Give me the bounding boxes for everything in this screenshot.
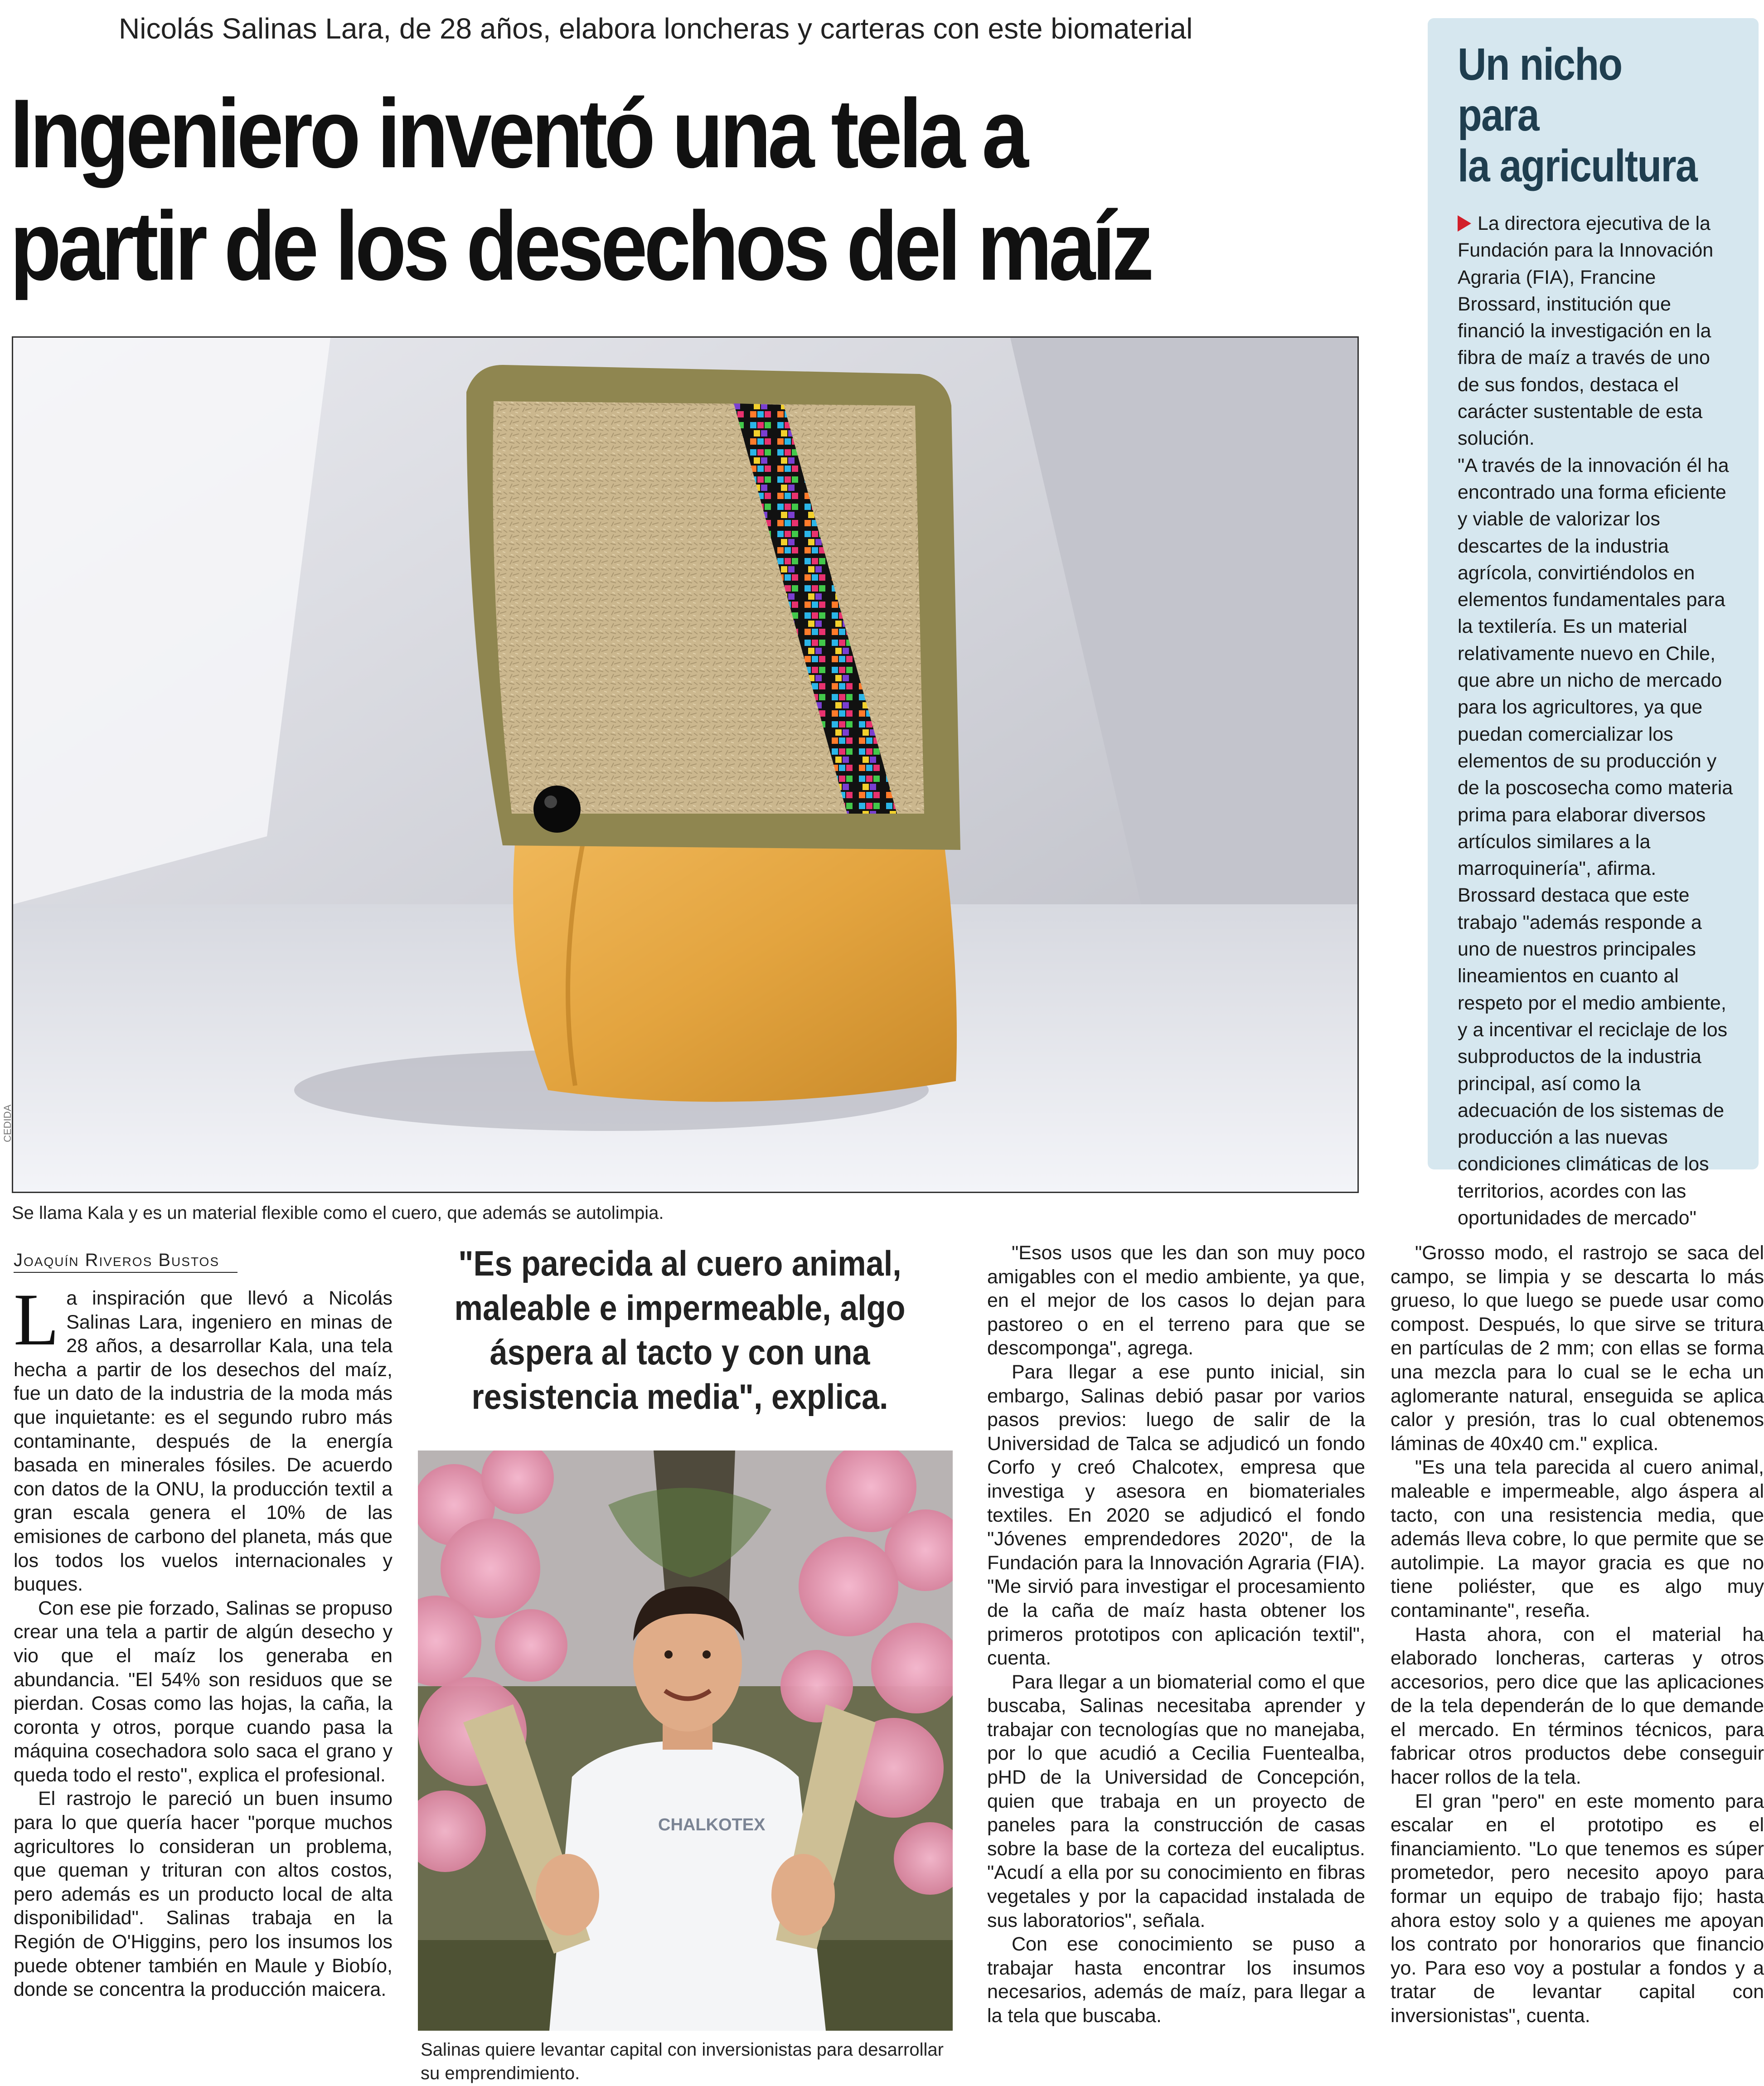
article-column-4 — [1391, 1241, 1764, 2086]
article-paragraph — [14, 1286, 393, 1596]
sidebar-title-line-2: la agricultura — [1458, 141, 1697, 191]
headline-line-1: Ingeniero inventó una tela a — [10, 78, 1025, 188]
article-column-3 — [987, 1241, 1365, 2086]
person-photo-caption: Salinas quiere levantar capital con inversionistas para desarrollar su emprendimiento. — [421, 2040, 944, 2083]
article-paragraph: Para llegar a ese punto inicial, sin embargo, Salinas debió pasar por varios pasos previos: luego de salir de la Universidad de Talca se adjudicó un fondo Corfo y creó Chalcotex, empresa que investiga y asesora en biomateriales textiles. En 2020 se adjudicó el fondo "Jóvenes emprendedores 2020", de la Fundación para la Innovación Agraria (FIA). "Me sirvió para investigar el procesamiento de la caña de maíz hasta obtener los primeros prototipos con aplicación textil", cuenta. — [987, 1361, 1365, 1669]
founder-holding-fabric-image — [418, 1450, 953, 2031]
sidebar-paragraph — [1458, 210, 1734, 452]
sidebar-paragraph-1: La directora ejecutiva de la Fundación para la Innovación Agraria (FIA), Francine Brossard, institución que financió la investigación en la fibra de maíz a través de uno de sus fondos, destaca el carácter sustentable de esta solución. — [1458, 213, 1714, 450]
article-paragraph: Hasta ahora, con el material ha elaborado loncheras, carteras y otros accesorios, pero dice que las aplicaciones de la tela dependerán de lo que demande el mercado. En términos técnicos, para fabricar otros productos debe conseguir hacer rollos de la tela. — [1391, 1623, 1764, 1789]
article-paragraph: El gran "pero" en este momento para escalar en el prototipo es el financiamiento. "Lo que tenemos es súper prometedor, pero necesito apoyo para formar un equipo de trabajo fijo; hasta ahora estoy solo y a quienes me apoyan los contrato por honorarios que financio yo. Para eso voy a postular a fondos y a tratar de levantar capital con inversionistas", cuenta. — [1391, 1790, 1764, 2027]
shirt-logo-text: CHALKOTEX — [658, 1815, 766, 1834]
sidebar-box — [1428, 18, 1759, 1229]
pull-quote: "Es parecida al cuero animal, maleable e impermeable, algo áspera al tacto y con una resistencia media", explica. — [454, 1243, 906, 1417]
main-photo-caption: Se llama Kala y es un material flexible como el cuero, que además se autolimpia. — [12, 1203, 664, 1223]
main-photo — [12, 336, 1359, 1193]
sidebar-paragraph-2: "A través de la innovación él ha encontrado una forma eficiente y viable de valorizar los descartes de la industria agrícola, convirtiéndolos en elementos fundamentales para la textilería. Es un material relativamente nuevo en Chile, que abre un nicho de mercado para los agricultores, ya que puedan comercializar los elementos de su producción y de la poscosecha como materia prima para elaborar diversos artículos similares a la marroquinería", afirma. — [1458, 454, 1733, 880]
article-column-1 — [14, 1286, 393, 2086]
bullet-triangle-icon — [1458, 215, 1471, 232]
article-paragraph: "Esos usos que les dan son muy poco amigables con el medio ambiente, ya que, en el mejor de los casos lo dejan para pastoreo o en el terreno para que se descomponga", agrega. — [987, 1242, 1365, 1359]
sidebar-paragraph-3: Brossard destaca que este trabajo "además responde a uno de nuestros principales lineamientos en cuanto al respeto por el medio ambiente, y a incentivar el reciclaje de los subproductos de la industria principal, así como la adecuación de los sistemas de producción a las nuevas condiciones climáticas de los territorios, acordes con las oportunidades de mercado" — [1458, 884, 1728, 1229]
headline-line-2: partir de los desechos del maíz — [10, 191, 1151, 301]
sidebar-title-line-1: Un nicho para — [1458, 39, 1622, 141]
article-paragraph: Con ese conocimiento se puso a trabajar hasta encontrar los insumos necesarios, además de maíz, para llegar a la tela que buscaba. — [987, 1933, 1365, 2027]
article-paragraph: "Es una tela parecida al cuero animal, maleable e impermeable, algo áspera al tacto, con una resistencia media, que además lleva cobre, lo que permite que se autolimpie. La mayor gracia es que no tiene poliéster, que es algo muy contaminante", reseña. — [1391, 1456, 1764, 1621]
photo-credit: CEDIDA — [2, 1104, 13, 1142]
article-paragraph: El rastrojo le pareció un buen insumo para lo que quería hacer "porque muchos agricultores lo consideran un problema, que queman y trituran con altos costos, pero además es un producto local de alta disponibilidad". Salinas trabaja en la Región de O'Higgins, pero los insumos los puede obtener también en Maule y Biobío, donde se concentra la producción maicera. — [14, 1788, 393, 2001]
byline: Joaquín Riveros Bustos — [14, 1248, 237, 1273]
kicker: Nicolás Salinas Lara, de 28 años, elabora loncheras y carteras con este biomaterial — [119, 12, 1193, 45]
article-paragraph: Para llegar a un biomaterial como el que buscaba, Salinas necesitaba aprender y trabajar con tecnologías que no manejaba, por lo que acudió a Cecilia Fuentealba, pHD de la Universidad de Concepción, quien que trabaja en un proyecto de paneles para la construcción de casas sobre la base de la corteza del eucaliptus. "Acudí a ella por su conocimiento en fibras vegetales y por la capacidad instalada de sus laboratorios", señala. — [987, 1671, 1365, 1931]
headline — [10, 77, 1211, 302]
corn-fiber-pouch-image — [13, 338, 1357, 1192]
article-paragraph: "Grosso modo, el rastrojo se saca del campo, se limpia y se descarta lo más grueso, lo que luego se puede usar como compost. Después, lo que sirve se tritura en partículas de 2 mm; con ellas se forma una mezcla para lo cual se le echa un aglomerante natural, enseguida se aplica calor y presión, tras lo cual obtenemos láminas de 40x40 cm." explica. — [1391, 1242, 1764, 1455]
sidebar-title — [1458, 39, 1701, 191]
person-photo — [418, 1450, 953, 2031]
sidebar-body — [1458, 210, 1734, 1232]
drop-cap: L — [14, 1286, 59, 1361]
article-paragraph: Con ese pie forzado, Salinas se propuso crear una tela a partir de algún desecho y vio que el maíz los generaba en abundancia. "El 54% son residuos que se pierdan. Cosas como las hojas, la caña, la coronta y otros, porque cuando pasa la máquina cosechadora solo saca el grano y queda todo el resto", explica el profesional. — [14, 1597, 393, 1786]
article-paragraph-text: a inspiración que llevó a Nicolás Salinas Lara, ingeniero en minas de 28 años, a desarrollar Kala, una tela hecha a partir de los desechos del maíz, fue un dato de la industria de la moda más que inquietante: es el segundo rubro más contaminante, después de la energía basada en minerales fósiles. De acuerdo con datos de la ONU, la producción textil a gran escala genera el 10% de las emisiones de carbono del planeta, más que los todos los vuelos internacionales y buques. — [14, 1287, 393, 1596]
